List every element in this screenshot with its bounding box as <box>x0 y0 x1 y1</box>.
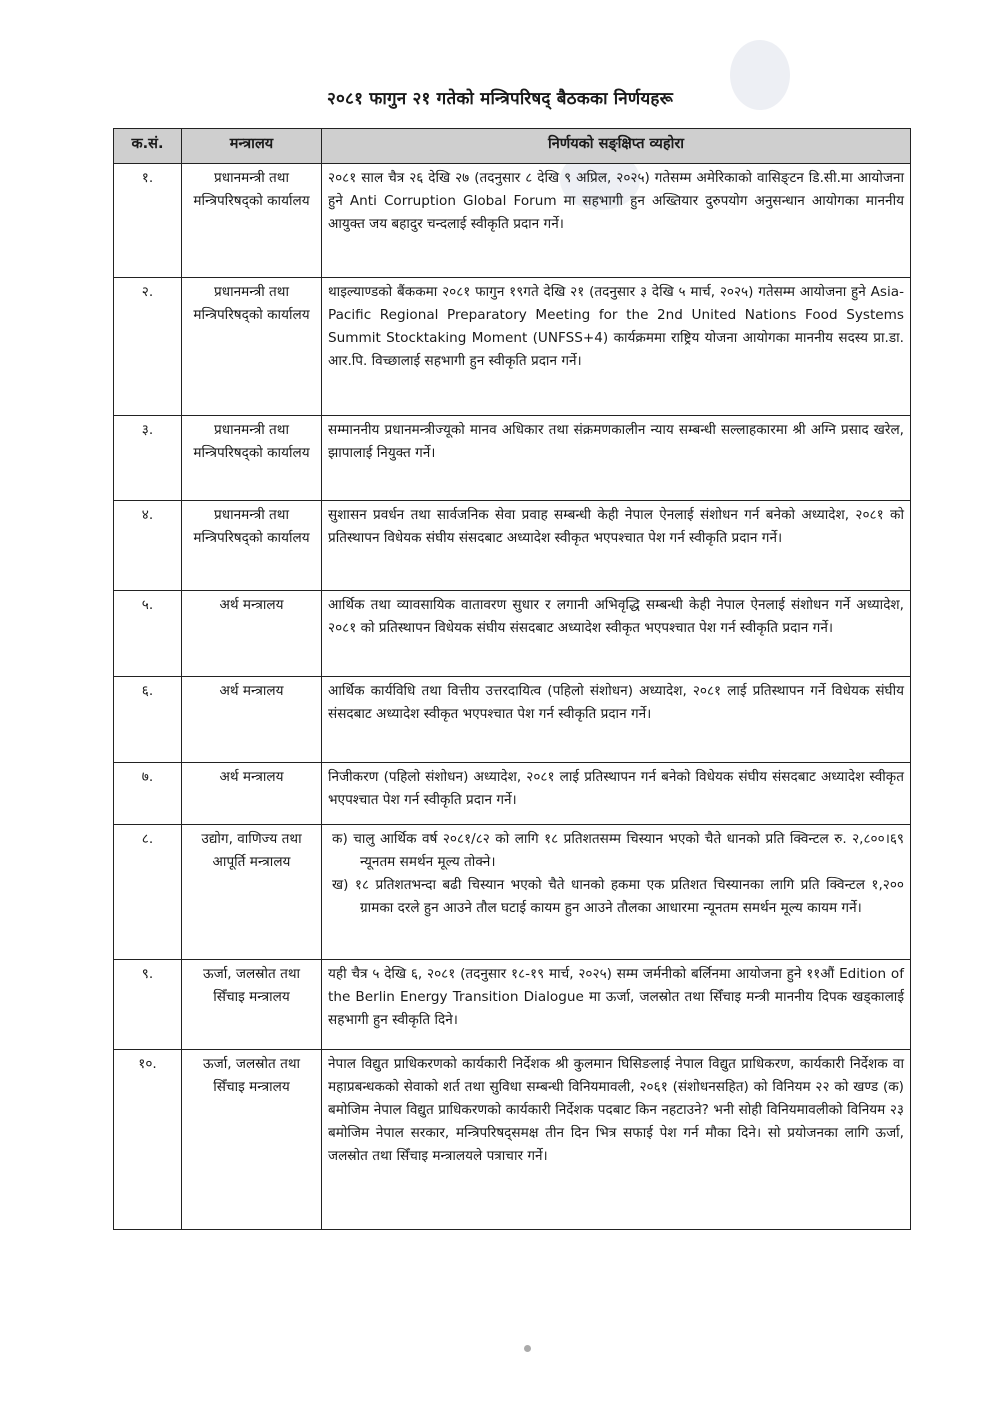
decision-subitem-b: ख) १८ प्रतिशतभन्दा बढी चिस्यान भएको चैते धानको हकमा एक प्रतिशत चिस्यानका लागि प्रति क्विन्टल १,२०० ग्रामका दरले हुन आउने तौल घटाई कायम हुन आउने तौलका आधारमा न्यूनतम समर्थन मूल्य कायम गर्ने। <box>332 877 904 916</box>
table-row <box>114 164 911 278</box>
ministry-name: प्रधानमन्त्री तथा मन्त्रिपरिषद्को कार्यालय <box>182 164 322 278</box>
serial-number: ७. <box>114 763 182 825</box>
decision-text: नेपाल विद्युत प्राधिकरणको कार्यकारी निर्देशक श्री कुलमान घिसिङलाई नेपाल विद्युत प्राधिकरण, कार्यकारी निर्देशक वा महाप्रबन्धकको सेवाको शर्त तथा सुविधा सम्बन्धी विनियमावली, २०६१ (संशोधनसहित) को विनियम २२ को खण्ड (क) बमोजिम नेपाल विद्युत प्राधिकरणको कार्यकारी निर्देशक पदबाट किन नहटाउने? भनी सोही विनियमावलीको विनियम २३ बमोजिम नेपाल सरकार, मन्त्रिपरिषद्समक्ष तीन दिन भित्र सफाई पेश गर्न मौका दिने। सो प्रयोजनका लागि ऊर्जा, जलस्रोत तथा सिँचाइ मन्त्रालयले पत्राचार गर्ने। <box>322 1050 911 1230</box>
ministry-name: अर्थ मन्त्रालय <box>182 677 322 763</box>
decision-cell <box>322 825 911 960</box>
table-row <box>114 763 911 825</box>
ministry-name: प्रधानमन्त्री तथा मन्त्रिपरिषद्को कार्यालय <box>182 416 322 501</box>
serial-number: १. <box>114 164 182 278</box>
ministry-name: प्रधानमन्त्री तथा मन्त्रिपरिषद्को कार्यालय <box>182 501 322 591</box>
serial-number: ८. <box>114 825 182 960</box>
serial-number: ४. <box>114 501 182 591</box>
ministry-name: ऊर्जा, जलस्रोत तथा सिँचाइ मन्त्रालय <box>182 1050 322 1230</box>
table-row <box>114 591 911 677</box>
decisions-table <box>113 128 911 1230</box>
serial-number: २. <box>114 278 182 416</box>
ministry-name: प्रधानमन्त्री तथा मन्त्रिपरिषद्को कार्यालय <box>182 278 322 416</box>
decision-text: २०८१ साल चैत्र २६ देखि २७ (तदनुसार ८ देखि ९ अप्रिल, २०२५) गतेसम्म अमेरिकाको वासिङ्टन डि.सी.मा आयोजना हुने Anti Corruption Global Forum मा सहभागी हुन अख्तियार दुरुपयोग अनुसन्धान आयोगका माननीय आयुक्त जय बहादुर चन्दलाई स्वीकृति प्रदान गर्ने। <box>322 164 911 278</box>
ministry-name: उद्योग, वाणिज्य तथा आपूर्ति मन्त्रालय <box>182 825 322 960</box>
serial-number: १०. <box>114 1050 182 1230</box>
decision-text: यही चैत्र ५ देखि ६, २०८१ (तदनुसार १८-१९ मार्च, २०२५) सम्म जर्मनीको बर्लिनमा आयोजना हुने ११औं Edition of the Berlin Energy Transition Dialogue मा ऊर्जा, जलस्रोत तथा सिँचाइ मन्त्री माननीय दिपक खड्कालाई सहभागी हुन स्वीकृति दिने। <box>322 960 911 1050</box>
ministry-name: अर्थ मन्त्रालय <box>182 763 322 825</box>
header-ministry: मन्त्रालय <box>182 129 322 164</box>
table-row <box>114 825 911 960</box>
page-title: २०८१ फागुन २१ गतेको मन्त्रिपरिषद् बैठकका निर्णयहरू <box>326 89 674 109</box>
decision-text: आर्थिक तथा व्यावसायिक वातावरण सुधार र लगानी अभिवृद्धि सम्बन्धी केही नेपाल ऐनलाई संशोधन गर्ने अध्यादेश, २०८१ को प्रतिस्थापन विधेयक संघीय संसदबाट अध्यादेश स्वीकृत भएपश्चात पेश गर्न स्वीकृति प्रदान गर्ने। <box>322 591 911 677</box>
decision-text: निजीकरण (पहिलो संशोधन) अध्यादेश, २०८१ लाई प्रतिस्थापन गर्न बनेको विधेयक संघीय संसदबाट अध्यादेश स्वीकृत भएपश्चात पेश गर्न स्वीकृति प्रदान गर्ने। <box>322 763 911 825</box>
ministry-name: अर्थ मन्त्रालय <box>182 591 322 677</box>
ministry-name: ऊर्जा, जलस्रोत तथा सिँचाइ मन्त्रालय <box>182 960 322 1050</box>
table-row <box>114 278 911 416</box>
serial-number: ५. <box>114 591 182 677</box>
table-row <box>114 416 911 501</box>
serial-number: ३. <box>114 416 182 501</box>
header-serial-number: क.सं. <box>114 129 182 164</box>
header-decision: निर्णयको सङ्क्षिप्त व्यहोरा <box>322 129 911 164</box>
decision-text: सुशासन प्रवर्धन तथा सार्वजनिक सेवा प्रवाह सम्बन्धी केही नेपाल ऐनलाई संशोधन गर्न बनेको अध्यादेश, २०८१ को प्रतिस्थापन विधेयक संघीय संसदबाट अध्यादेश स्वीकृत भएपश्चात पेश गर्न स्वीकृति प्रदान गर्ने। <box>322 501 911 591</box>
table-row <box>114 677 911 763</box>
table-row <box>114 501 911 591</box>
decision-subitem-a: क) चालु आर्थिक वर्ष २०८१/८२ को लागि १८ प्रतिशतसम्म चिस्यान भएको चैते धानको प्रति क्विन्टल रु. २,८००।६९ न्यूनतम समर्थन मूल्य तोक्ने। <box>332 831 904 870</box>
decision-text: आर्थिक कार्यविधि तथा वित्तीय उत्तरदायित्व (पहिलो संशोधन) अध्यादेश, २०८१ लाई प्रतिस्थापन गर्ने विधेयक संघीय संसदबाट अध्यादेश स्वीकृत भएपश्चात पेश गर्न स्वीकृति प्रदान गर्ने। <box>322 677 911 763</box>
decision-text: सम्माननीय प्रधानमन्त्रीज्यूको मानव अधिकार तथा संक्रमणकालीन न्याय सम्बन्धी सल्लाहकारमा श्री अग्नि प्रसाद खरेल, झापालाई नियुक्त गर्ने। <box>322 416 911 501</box>
table-header-row <box>114 129 911 164</box>
serial-number: ९. <box>114 960 182 1050</box>
serial-number: ६. <box>114 677 182 763</box>
table-row <box>114 960 911 1050</box>
table-row <box>114 1050 911 1230</box>
decision-text: थाइल्याण्डको बैंककमा २०८१ फागुन १९गते देखि २१ (तदनुसार ३ देखि ५ मार्च, २०२५) गतेसम्म आयोजना हुने Asia-Pacific Regional Preparatory Meeting for the 2nd United Nations Food Systems Summit Stocktaking Moment (UNFSS+4) कार्यक्रममा राष्ट्रिय योजना आयोगका माननीय सदस्य प्रा.डा. आर.पि. विच्छालाई सहभागी हुन स्वीकृति प्रदान गर्ने। <box>322 278 911 416</box>
scan-speck <box>524 1345 531 1352</box>
